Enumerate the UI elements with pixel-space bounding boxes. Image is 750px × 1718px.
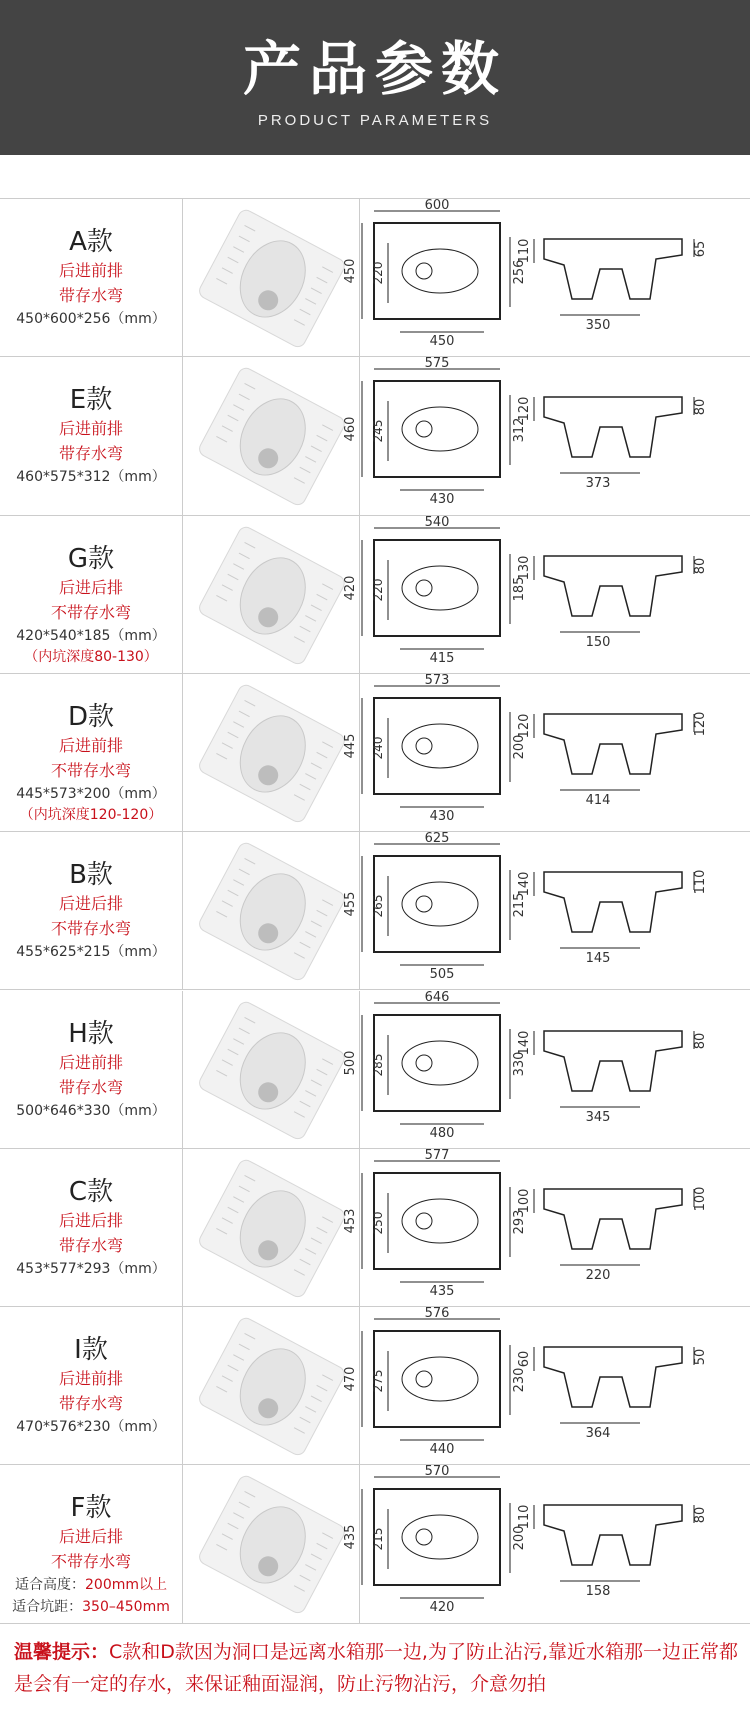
warning-note — [14, 1636, 739, 1700]
top-view-outline — [374, 381, 500, 477]
model-name: F款 — [70, 1493, 112, 1524]
product-row — [0, 199, 750, 357]
dim-width-label: 570 — [424, 1464, 450, 1480]
side-length-label: 220 — [585, 1267, 611, 1283]
dim-width-label: 600 — [424, 198, 450, 213]
side-view-outline — [544, 1347, 682, 1407]
product-photo — [183, 516, 360, 673]
dim-height-label: 215 — [512, 892, 527, 918]
dim-inner-label: 265 — [371, 894, 385, 918]
dim-bottom-label: 440 — [429, 1442, 455, 1458]
dimension-drawing — [343, 1464, 750, 1623]
side-height-label: 110 — [517, 1504, 532, 1530]
trap-type: 不带存水弯 — [50, 919, 131, 939]
dim-bottom-label: 415 — [429, 650, 455, 666]
side-length-label: 345 — [585, 1109, 611, 1125]
side-view-outline — [544, 714, 682, 774]
dimensions: 445*573*200（mm） — [16, 785, 166, 802]
side-height2-label: 65 — [693, 240, 708, 258]
product-info — [0, 1149, 183, 1306]
side-height-label: 110 — [517, 238, 532, 264]
pit-depth-note: （内坑深度80-130） — [24, 648, 158, 665]
model-name: B款 — [69, 860, 113, 891]
top-view-outline — [374, 1173, 500, 1269]
dimensions: 500*646*330（mm） — [16, 1102, 166, 1119]
side-view-outline — [544, 1505, 682, 1565]
warning-label: 温馨提示： — [14, 1641, 110, 1663]
drain-type: 后进后排 — [58, 1527, 123, 1547]
dim-height-label: 293 — [512, 1209, 527, 1235]
trap-type: 不带存水弯 — [50, 1552, 131, 1572]
trap-type: 带存水弯 — [58, 1235, 123, 1255]
side-view-outline — [544, 1189, 682, 1249]
product-photo — [183, 1307, 360, 1464]
side-height-label: 140 — [517, 1030, 532, 1055]
parameter-table — [0, 198, 750, 1623]
drain-type: 后进前排 — [58, 1369, 123, 1389]
dim-inner-label: 220 — [371, 578, 385, 602]
drain-type: 后进后排 — [58, 894, 123, 914]
squat-toilet-image — [183, 991, 360, 1149]
product-row — [0, 357, 750, 515]
dim-depth-label: 453 — [343, 1208, 358, 1234]
drain-type: 后进后排 — [58, 577, 123, 597]
dim-height-label: 200 — [512, 734, 527, 760]
drain-type: 后进前排 — [58, 1052, 123, 1072]
drain-type: 后进前排 — [58, 735, 123, 755]
model-name: A款 — [69, 227, 113, 257]
side-view-outline — [544, 1031, 682, 1091]
dim-bottom-label: 480 — [429, 1125, 455, 1141]
product-info — [0, 1307, 183, 1464]
dim-inner-label: 215 — [371, 1527, 385, 1551]
product-photo — [183, 199, 360, 356]
dimension-drawing — [343, 672, 750, 832]
model-name: D款 — [67, 701, 115, 732]
dim-bottom-label: 435 — [429, 1283, 455, 1299]
dim-inner-label: 220 — [371, 261, 385, 285]
fit-height-label: 适合高度： — [15, 1577, 85, 1594]
dimension-drawing — [343, 356, 750, 515]
product-info — [0, 991, 183, 1148]
dim-bottom-label: 430 — [429, 808, 455, 824]
side-view-outline — [544, 397, 682, 457]
dim-width-label: 576 — [424, 1306, 450, 1322]
model-name: E款 — [69, 385, 113, 416]
page-subtitle: PRODUCT PARAMETERS — [257, 112, 493, 129]
technical-drawing — [343, 672, 750, 831]
side-height2-label: 80 — [693, 1032, 708, 1049]
dim-inner-label: 240 — [371, 736, 385, 760]
side-view-outline — [544, 872, 682, 932]
dim-height-label: 185 — [512, 576, 527, 602]
product-row — [0, 674, 750, 832]
technical-drawing — [343, 989, 750, 1148]
dim-width-label: 575 — [424, 356, 450, 372]
trap-type: 带存水弯 — [58, 444, 123, 464]
dim-inner-label: 285 — [371, 1053, 385, 1076]
fit-distance-label: 适合坑距： — [12, 1599, 83, 1616]
product-info — [0, 1465, 183, 1622]
warning-text: C款和D款因为洞口是远离水箱那一边,为了防止沾污,靠近水箱那一边正常都是会有一定的存水，来保证釉面湿润，防止污物沾污，介意勿拍 — [14, 1641, 738, 1695]
dimension-drawing — [343, 198, 750, 357]
side-length-label: 350 — [585, 318, 611, 333]
product-info — [0, 516, 183, 673]
dimensions: 455*625*215（mm） — [16, 944, 166, 961]
dim-depth-label: 420 — [343, 575, 358, 601]
dim-width-label: 573 — [424, 672, 450, 688]
dim-bottom-label: 505 — [429, 967, 455, 983]
page-title: 产品参数 — [242, 35, 507, 103]
trap-type: 带存水弯 — [58, 1394, 123, 1414]
side-height-label: 100 — [517, 1188, 532, 1214]
squat-toilet-image — [183, 1465, 360, 1623]
side-length-label: 158 — [585, 1584, 611, 1600]
dim-inner-label: 250 — [371, 1211, 385, 1235]
dim-depth-label: 445 — [343, 733, 358, 759]
side-height2-label: 80 — [693, 399, 708, 416]
model-name: I款 — [74, 1335, 108, 1366]
top-view-outline — [374, 1015, 500, 1111]
side-view-outline — [544, 556, 682, 616]
squat-toilet-image — [183, 1307, 360, 1465]
dimensions: 470*576*230（mm） — [16, 1419, 166, 1436]
product-photo — [183, 991, 360, 1148]
product-row — [0, 1465, 750, 1623]
dimension-drawing — [343, 1147, 750, 1307]
side-length-label: 150 — [585, 634, 611, 650]
product-photo — [183, 357, 360, 514]
side-height-label: 130 — [517, 555, 532, 581]
side-height2-label: 80 — [693, 1507, 708, 1524]
top-view-outline — [374, 1489, 500, 1585]
technical-drawing — [343, 1464, 750, 1622]
squat-toilet-image — [183, 199, 360, 357]
side-height-label: 120 — [517, 713, 532, 739]
technical-drawing — [343, 831, 750, 989]
dim-inner-label: 245 — [371, 419, 385, 443]
dim-depth-label: 450 — [343, 258, 358, 284]
model-name: G款 — [67, 543, 115, 574]
model-name: C款 — [68, 1176, 114, 1207]
top-view-outline — [374, 856, 500, 952]
dimension-drawing — [343, 514, 750, 674]
squat-toilet-image — [183, 516, 360, 674]
pit-depth-note: （内坑深度120-120） — [19, 806, 163, 823]
dim-depth-label: 470 — [343, 1366, 358, 1392]
dim-height-label: 200 — [512, 1525, 527, 1551]
dim-height-label: 312 — [512, 417, 527, 443]
side-height2-label: 80 — [693, 557, 708, 574]
dim-inner-label: 275 — [371, 1369, 385, 1393]
dimension-drawing — [343, 831, 750, 990]
product-photo — [183, 832, 360, 989]
dimensions: 420*540*185（mm） — [16, 627, 166, 644]
dim-width-label: 625 — [424, 831, 450, 847]
dim-height-label: 256 — [512, 259, 527, 285]
top-view-outline — [374, 223, 500, 319]
dim-depth-label: 455 — [343, 891, 358, 917]
dim-bottom-label: 450 — [429, 334, 455, 349]
fit-distance — [0, 1596, 182, 1618]
top-view-outline — [374, 540, 500, 636]
drain-type: 后进前排 — [58, 419, 123, 439]
dim-height-label: 330 — [512, 1051, 527, 1076]
dim-height-label: 230 — [512, 1367, 527, 1393]
side-height2-label: 110 — [693, 869, 708, 895]
technical-drawing — [343, 514, 750, 673]
drain-type: 后进后排 — [58, 1210, 123, 1230]
technical-drawing — [343, 1306, 750, 1464]
fit-height — [0, 1574, 182, 1596]
product-row — [0, 832, 750, 990]
product-photo — [183, 674, 360, 831]
top-view-outline — [374, 698, 500, 794]
top-view-outline — [374, 1331, 500, 1427]
drain-type: 后进前排 — [58, 261, 123, 280]
side-height2-label: 100 — [693, 1186, 708, 1212]
dim-depth-label: 460 — [343, 416, 358, 442]
side-length-label: 373 — [585, 476, 611, 492]
dimensions: 460*575*312（mm） — [16, 469, 166, 486]
product-row — [0, 991, 750, 1149]
technical-drawing — [343, 356, 750, 514]
technical-drawing — [343, 1147, 750, 1306]
squat-toilet-image — [183, 832, 360, 990]
product-photo — [183, 1149, 360, 1306]
side-height-label: 60 — [517, 1350, 532, 1368]
trap-type: 不带存水弯 — [50, 602, 131, 622]
product-photo — [183, 1465, 360, 1622]
dim-bottom-label: 420 — [429, 1600, 455, 1616]
product-info — [0, 199, 183, 356]
dim-depth-label: 500 — [343, 1050, 358, 1075]
technical-drawing — [343, 198, 750, 356]
side-height2-label: 120 — [693, 711, 708, 737]
side-length-label: 414 — [585, 792, 611, 808]
dimension-drawing — [343, 1306, 750, 1465]
header-banner — [0, 0, 750, 155]
squat-toilet-image — [183, 357, 360, 515]
squat-toilet-image — [183, 674, 360, 832]
dim-bottom-label: 430 — [429, 492, 455, 508]
trap-type: 不带存水弯 — [50, 760, 131, 780]
dim-depth-label: 435 — [343, 1524, 358, 1550]
side-height-label: 140 — [517, 871, 532, 897]
fit-height-value: 200mm以上 — [85, 1577, 167, 1594]
dim-width-label: 646 — [424, 989, 450, 1005]
trap-type: 带存水弯 — [58, 286, 123, 305]
product-info — [0, 832, 183, 989]
dimension-drawing — [343, 989, 750, 1149]
dimensions: 453*577*293（mm） — [16, 1260, 166, 1277]
dimensions: 450*600*256（mm） — [16, 311, 166, 327]
side-length-label: 364 — [585, 1426, 611, 1442]
side-height2-label: 50 — [693, 1348, 708, 1366]
model-name: H款 — [68, 1018, 114, 1049]
side-view-outline — [544, 239, 682, 299]
product-row — [0, 1307, 750, 1465]
product-info — [0, 357, 183, 514]
dim-width-label: 577 — [424, 1147, 450, 1163]
product-info — [0, 674, 183, 831]
product-row — [0, 1149, 750, 1307]
side-height-label: 120 — [517, 396, 532, 422]
squat-toilet-image — [183, 1149, 360, 1307]
dim-width-label: 540 — [424, 514, 450, 530]
fit-distance-value: 350–450mm — [82, 1599, 170, 1616]
trap-type: 带存水弯 — [58, 1077, 123, 1097]
side-length-label: 145 — [585, 951, 611, 967]
product-row — [0, 516, 750, 674]
